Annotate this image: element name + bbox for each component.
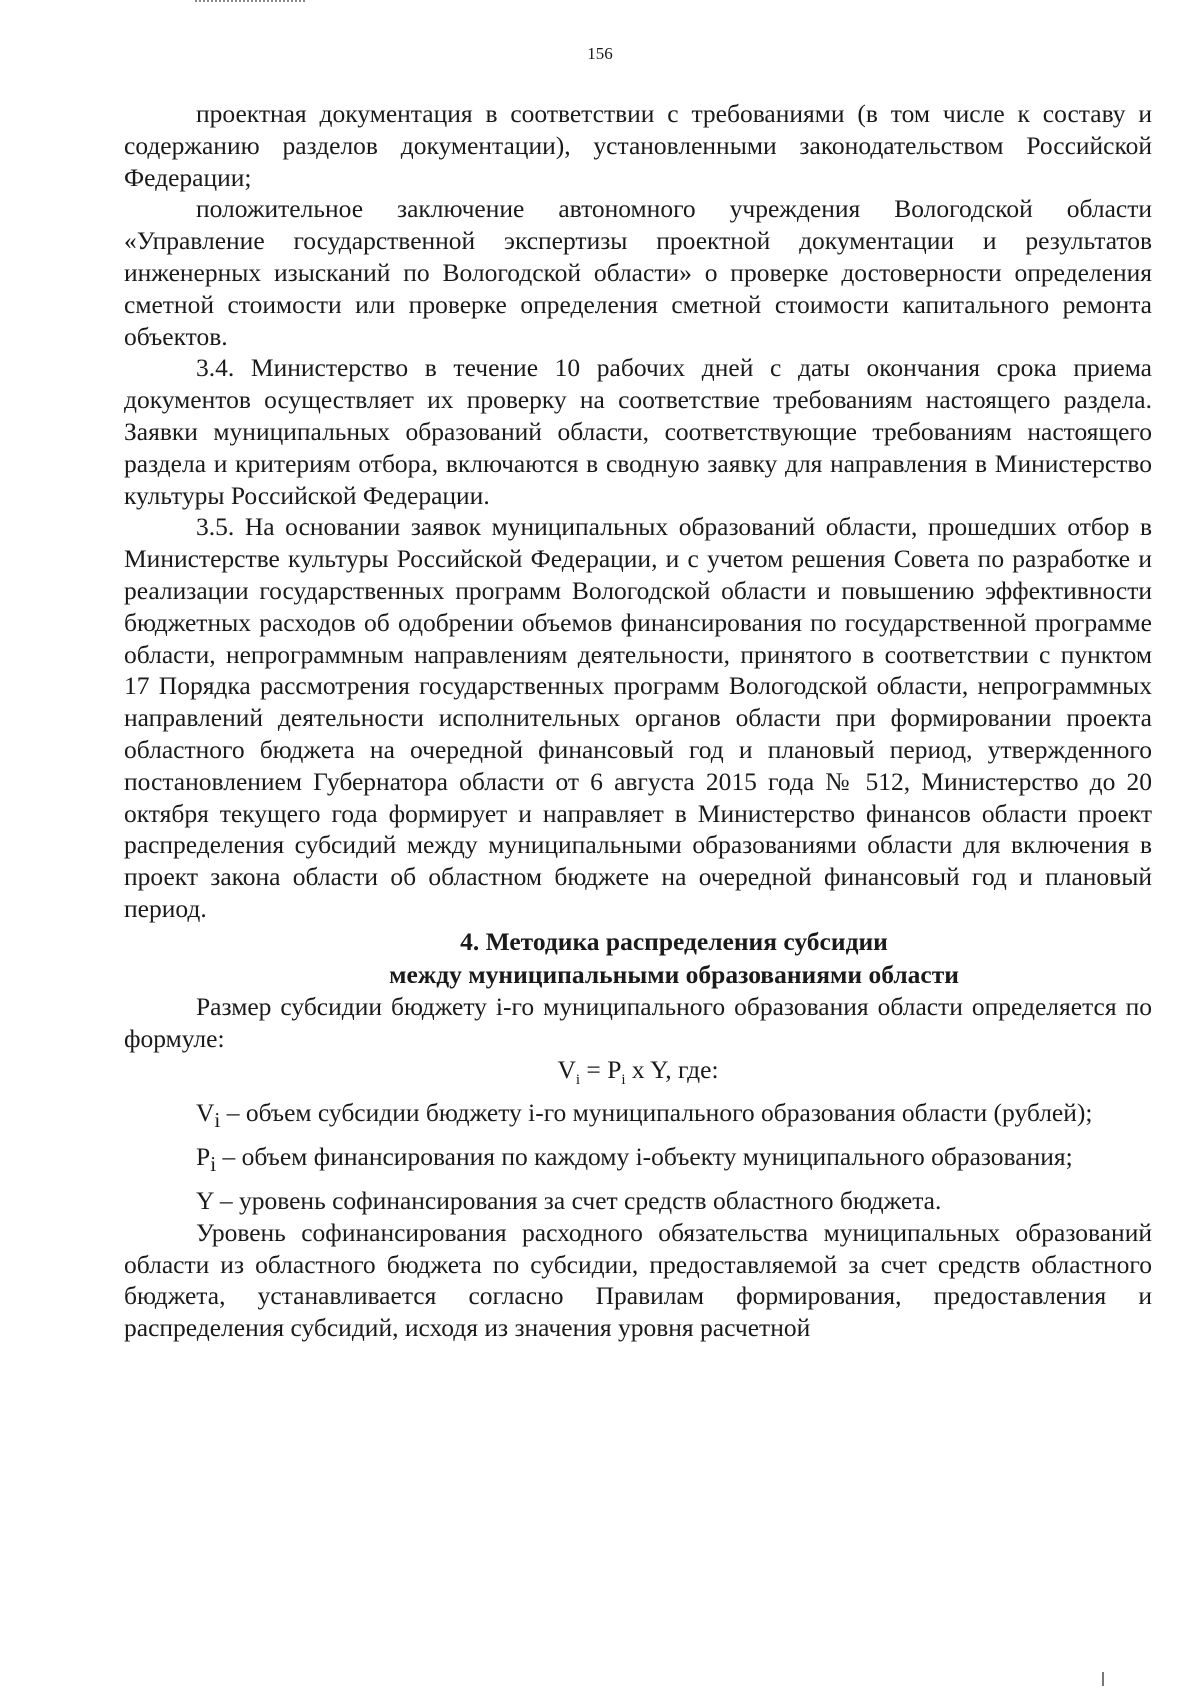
formula	[124, 1054, 1152, 1097]
paragraph-expert-conclusion: положительное заключение автономного учреждения Вологодской области «Управление государственной экспертизы проектной документации и результатов инженерных изысканий по Вологодской области» о проверке достоверности определения сметной стоимости или проверке определения сметной стоимости капитального ремонта объектов.	[124, 194, 1152, 351]
paragraph-formula-intro: Размер субсидии бюджету i-го муниципального образования области определяется по формуле:	[124, 991, 1152, 1053]
formula-eq: =	[580, 1055, 608, 1085]
formula-p: P	[607, 1055, 622, 1085]
paragraph-cofinancing: Уровень софинансирования расходного обязательства муниципальных образований области из областного бюджета по субсидии, предоставляемой за счет средств областного бюджета, устанавливается согласно Правилам формирования, предоставления и распределения субсидий, исходя из значения уровня расчетной	[124, 1217, 1152, 1343]
paragraph-3-4: 3.4. Министерство в течение 10 рабочих дней с даты окончания срока приема документов осуществляет их проверку на соответствие требованиям настоящего раздела. Заявки муниципальных образований области, соответствующие требованиям настоящего раздела и критериям отбора, включаются в сводную заявку для направления в Министерство культуры Российской Федерации.	[124, 353, 1152, 510]
page-number: 156	[587, 44, 613, 63]
formula-p-sub: i	[621, 1072, 626, 1089]
definition-v-subscript: i	[214, 1108, 221, 1133]
definition-p-subscript: i	[210, 1152, 217, 1177]
scan-artifact	[195, 0, 305, 6]
definition-p-text: – объем финансирования по каждому i-объекту муниципального образования;	[216, 1142, 1073, 1172]
definition-y: Y – уровень софинансирования за счет средств областного бюджета.	[196, 1185, 942, 1215]
formula-v: V	[557, 1055, 576, 1085]
definition-p	[124, 1141, 1152, 1181]
section-heading-line-1: 4. Методика распределения субсидии	[460, 926, 888, 956]
formula-rest: x Y, где:	[625, 1055, 719, 1085]
definition-v-text: – объем субсидии бюджету i-го муниципального образования области (рублей);	[220, 1098, 1093, 1128]
paragraph-3-5: 3.5. На основании заявок муниципальных образований области, прошедших отбор в Министерстве культуры Российской Федерации, и с учетом решения Совета по разработке и реализации государственных программ Вологодской области и повышению эффективности бюджетных расходов об одобрении объемов финансирования по государственной программе области, непрограммным направлениям деятельности, принятого в соответствии с пунктом 17 Порядка рассмотрения государственных программ Вологодской области, непрограммных направлений деятельности исполнительных органов области при формировании проекта областного бюджета на очередной финансовый год и плановый период, утвержденного постановлением Губернатора области от 6 августа 2015 года № 512, Министерство до 20 октября текущего года формирует и направляет в Министерство финансов области проект распределения субсидий между муниципальными образованиями области для включения в проект закона области об областном бюджете на очередной финансовый год и плановый период.	[124, 512, 1152, 923]
definition-v	[124, 1097, 1152, 1137]
document-body	[124, 98, 1152, 1344]
section-heading-line-2: между муниципальными образованиями области	[389, 959, 959, 989]
definition-v-symbol: V	[196, 1098, 215, 1128]
formula-v-sub: i	[575, 1072, 581, 1089]
definition-p-symbol: P	[196, 1142, 211, 1172]
section-heading	[124, 925, 1152, 991]
paragraph-project-docs: проектная документация в соответствии с требованиями (в том числе к составу и содержанию разделов документации), установленными законодательством Российской Федерации;	[124, 99, 1152, 192]
scan-artifact-tick	[1102, 1672, 1104, 1686]
